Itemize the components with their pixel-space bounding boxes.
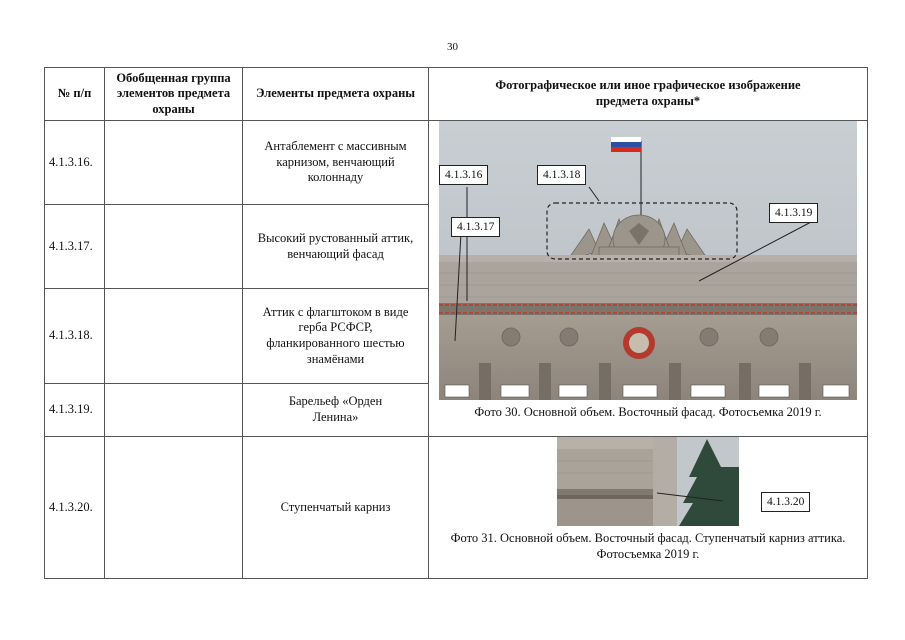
callout-label: 4.1.3.17 <box>451 217 500 237</box>
building-corner <box>653 437 677 526</box>
stepped-cornice-photo <box>557 437 739 526</box>
windows <box>445 385 849 397</box>
photo-31-caption: Фото 31. Основной объем. Восточный фасад. Ступенчатый карниз аттика. Фотосъемка 2019 г. <box>450 531 846 562</box>
row-element: Высокий рустованный аттик, венчающий фасад <box>243 205 429 289</box>
table-row <box>45 437 868 579</box>
callout-label: 4.1.3.20 <box>761 492 810 512</box>
header-group: Обобщенная группа элементов предмета охраны <box>105 68 243 121</box>
row-group <box>105 289 243 384</box>
row-group <box>105 437 243 579</box>
header-photo: Фотографическое или иное графическое изображение предмета охраны* <box>429 68 868 121</box>
table-row <box>45 121 868 205</box>
row-group <box>105 121 243 205</box>
flag-stripe-blue <box>611 142 641 147</box>
row-number: 4.1.3.18. <box>45 289 105 384</box>
flag-stripe-white <box>611 137 641 142</box>
photo-cell-1 <box>429 121 868 437</box>
callout-label: 4.1.3.16 <box>439 165 488 185</box>
header-num: № п/п <box>45 68 105 121</box>
row-element: Антаблемент с массивным карнизом, венчающий колоннаду <box>243 121 429 205</box>
callout-label: 4.1.3.19 <box>769 203 818 223</box>
protection-table <box>44 67 868 579</box>
attic-wall <box>439 261 857 305</box>
photo-30-figure <box>429 121 867 435</box>
photo-31-figure <box>429 437 867 578</box>
order-medallion <box>629 333 649 353</box>
attic-cornice-top <box>439 255 857 262</box>
row-number: 4.1.3.17. <box>45 205 105 289</box>
row-group <box>105 384 243 437</box>
table-header-row <box>45 68 868 121</box>
page-number: 30 <box>447 41 458 53</box>
row-element: Аттик с флагштоком в виде герба РСФСР, фланкированного шестью знамёнами <box>243 289 429 384</box>
row-number: 4.1.3.20. <box>45 437 105 579</box>
photo-30-caption: Фото 30. Основной объем. Восточный фасад. Фотосъемка 2019 г. <box>474 405 822 419</box>
photo-31 <box>557 437 739 526</box>
row-number: 4.1.3.16. <box>45 121 105 205</box>
row-element: Барельеф «Орден Ленина» <box>243 384 429 437</box>
row-group <box>105 205 243 289</box>
row-element: Ступенчатый карниз <box>243 437 429 579</box>
flag-stripe-red <box>611 147 641 152</box>
building-attic-photo <box>439 121 857 400</box>
row-number: 4.1.3.19. <box>45 384 105 437</box>
photo-cell-2 <box>429 437 868 579</box>
header-element: Элементы предмета охраны <box>243 68 429 121</box>
callout-label: 4.1.3.18 <box>537 165 586 185</box>
photo-30 <box>439 121 857 400</box>
